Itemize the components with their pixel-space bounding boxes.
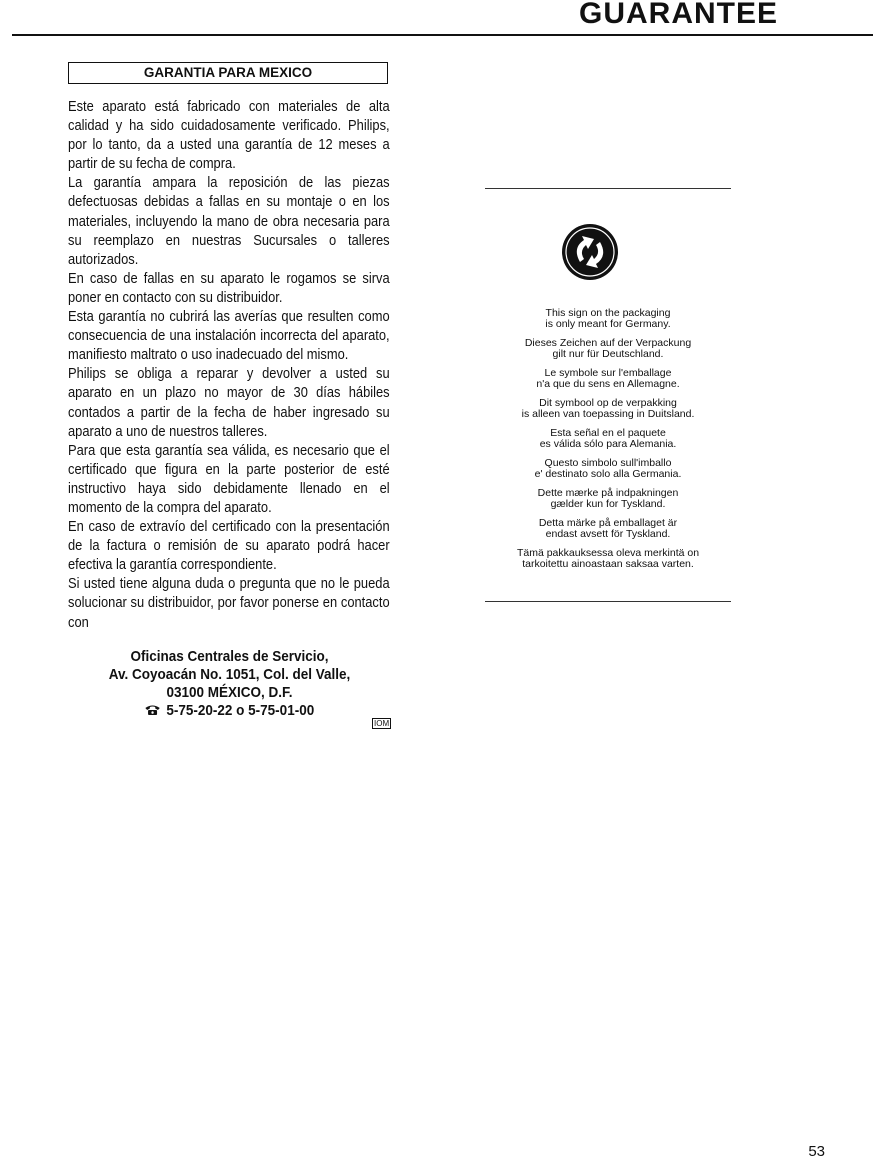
statement bbox=[485, 368, 731, 390]
statement bbox=[485, 308, 731, 330]
statement-line: Dit symbool op de verpakking bbox=[539, 397, 677, 409]
statement bbox=[485, 488, 731, 510]
statement-line: Dieses Zeichen auf der Verpackung bbox=[524, 337, 692, 349]
paragraph: Si usted tiene alguna duda o pregunta que no le pueda solucionar su distribuidor, por favor ponerse en contacto con bbox=[68, 575, 390, 631]
section-title: GARANTIA PARA MEXICO bbox=[68, 62, 388, 84]
statement-line: tarkoitettu ainoastaan saksaa varten. bbox=[522, 558, 694, 570]
phone-numbers: 5-75-20-22 o 5-75-01-00 bbox=[166, 702, 315, 719]
paragraph: En caso de extravío del certificado con la presentación de la factura o remisión de su aparato podrá hacer efectiva la garantía correspondiente. bbox=[68, 518, 390, 574]
statement-line: Esta señal en el paquete bbox=[550, 427, 666, 439]
statement-line: This sign on the packaging bbox=[545, 307, 671, 319]
statement-line: es válida sólo para Alemania. bbox=[539, 438, 677, 450]
paragraph: La garantía ampara la reposición de las piezas defectuosas debidas a fallas en su montaje o en los materiales, incluyendo la mano de obra necesaria para su reemplazo en nuestras Sucursales o talleres autorizados. bbox=[68, 174, 390, 268]
paragraph: Philips se obliga a reparar y devolver a usted su aparato en un plazo no mayor de 30 días hábiles contados a partir de la fecha de haber ingresado su aparato a uno de nuestros talleres. bbox=[68, 365, 390, 440]
green-dot-icon bbox=[560, 222, 620, 282]
address-line: 03100 MÉXICO, D.F. bbox=[166, 684, 293, 701]
telephone-icon bbox=[145, 703, 161, 715]
phone-line bbox=[106, 702, 354, 720]
statement bbox=[485, 398, 731, 420]
statement-line: gælder kun for Tyskland. bbox=[550, 498, 666, 510]
statement-line: Detta märke på emballaget är bbox=[538, 517, 678, 529]
statement bbox=[485, 338, 731, 360]
address-line: Oficinas Centrales de Servicio, bbox=[130, 648, 329, 665]
print-mark: IOM bbox=[374, 719, 390, 728]
statement-line: Le symbole sur l'emballage bbox=[544, 367, 672, 379]
statement bbox=[485, 518, 731, 540]
notice-statements bbox=[485, 308, 731, 578]
paragraph: En caso de fallas en su aparato le rogamos se sirva poner en contacto con su distribuidor. bbox=[68, 269, 390, 306]
green-dot-notice bbox=[485, 188, 731, 602]
statement bbox=[485, 428, 731, 450]
statement-line: Tämä pakkauksessa oleva merkintä on bbox=[516, 547, 700, 559]
statement-line: is only meant for Germany. bbox=[545, 318, 671, 330]
page-number: 53 bbox=[808, 1143, 825, 1160]
service-address bbox=[106, 648, 354, 720]
statement-line: Questo simbolo sull'imballo bbox=[544, 457, 672, 469]
statement-line: e' destinato solo alla Germania. bbox=[534, 468, 682, 480]
statement-line: n'a que du sens en Allemagne. bbox=[536, 378, 680, 390]
paragraph: Esta garantía no cubrirá las averías que resulten como consecuencia de una instalación incorrecta del aparato, manifiesto maltrato o uso inadecuado del mismo. bbox=[68, 308, 390, 364]
statement bbox=[485, 458, 731, 480]
paragraph: Para que esta garantía sea válida, es necesario que el certificado que figura en la parte posterior de esté instructivo haya sido debidamente llenado en el momento de la compra del aparato. bbox=[68, 441, 390, 516]
warranty-text bbox=[68, 97, 390, 632]
statement-line: gilt nur für Deutschland. bbox=[552, 348, 664, 360]
statement bbox=[485, 548, 731, 570]
notice-bottom-rule bbox=[485, 601, 731, 602]
header-divider bbox=[12, 34, 873, 36]
page-header-title: GUARANTEE bbox=[578, 0, 778, 30]
statement-line: is alleen van toepassing in Duitsland. bbox=[521, 408, 695, 420]
statement-line: endast avsett för Tyskland. bbox=[545, 528, 671, 540]
notice-top-rule bbox=[485, 188, 731, 189]
address-line: Av. Coyoacán No. 1051, Col. del Valle, bbox=[108, 666, 351, 683]
statement-line: Dette mærke på indpakningen bbox=[537, 487, 679, 499]
paragraph: Este aparato está fabricado con materiales de alta calidad y ha sido cuidadosamente verificado. Philips, por lo tanto, da a usted una garantía de 12 meses a partir de su fecha de compra. bbox=[68, 98, 390, 173]
